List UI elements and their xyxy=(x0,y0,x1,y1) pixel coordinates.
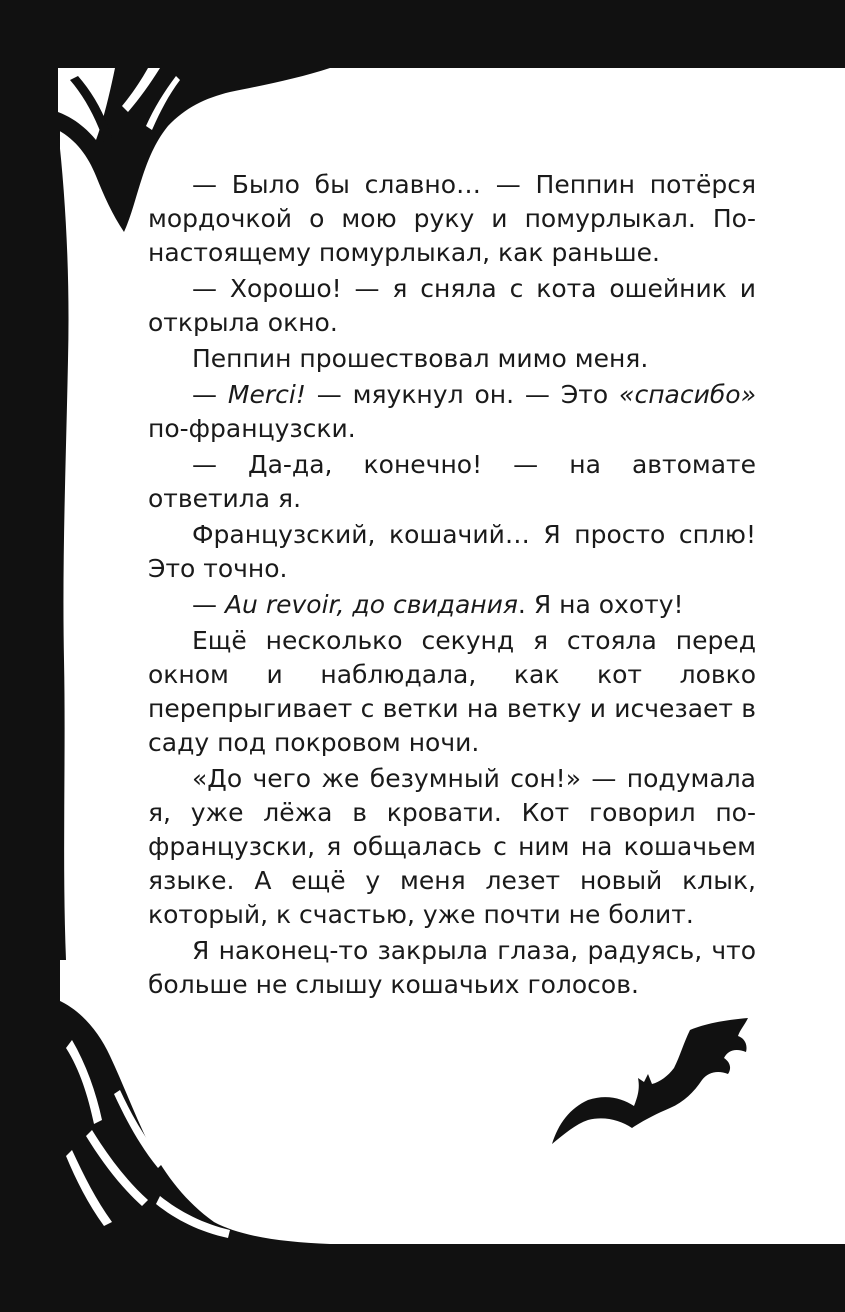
text-run: «До чего же безумный сон!» — подумала я, уже лёжа в кровати. Кот говорил по-французски, я общалась с ним на кошачьем языке. А ещё у меня лезет новый клык, который, к счастью, уже почти не болит. xyxy=(148,764,756,929)
paragraph xyxy=(148,934,756,1002)
paragraph xyxy=(148,762,756,932)
paragraph xyxy=(148,588,756,622)
paragraph xyxy=(148,518,756,586)
text-run: Пеппин прошествовал мимо меня. xyxy=(192,344,649,373)
paragraph xyxy=(148,624,756,760)
text-run: — xyxy=(192,590,225,619)
text-run: — мяукнул он. — Это xyxy=(305,380,620,409)
italic-text: Au revoir, до свидания xyxy=(224,590,518,619)
bat-icon xyxy=(548,1016,758,1148)
paragraph xyxy=(148,448,756,516)
text-run: — xyxy=(192,380,228,409)
text-run: по-французски. xyxy=(148,414,356,443)
paragraph xyxy=(148,272,756,340)
italic-text: «спасибо» xyxy=(619,380,757,409)
text-run: Ещё несколько секунд я стояла перед окном и наблюдала, как кот ловко перепрыгивает с ветки на ветку и исчезает в саду под покровом ночи. xyxy=(148,626,756,757)
text-run: Французский, кошачий… Я просто сплю! Это точно. xyxy=(148,520,756,583)
text-run: — Хорошо! — я сняла с кота ошейник и открыла окно. xyxy=(148,274,756,337)
text-run: — Было бы славно… — Пеппин потёрся мордочкой о мою руку и помурлыкал. По-настоящему помурлыкал, как раньше. xyxy=(148,170,756,267)
italic-text: Merci! xyxy=(227,380,306,409)
paragraph xyxy=(148,342,756,376)
text-run: Я наконец-то закрыла глаза, радуясь, что больше не слышу кошачьих голосов. xyxy=(148,936,756,999)
text-run: — Да-да, конечно! — на автомате ответила я. xyxy=(148,450,756,513)
text-run: . Я на охоту! xyxy=(517,590,684,619)
paragraph xyxy=(148,378,756,446)
story-text xyxy=(148,168,756,1002)
paragraph xyxy=(148,168,756,270)
